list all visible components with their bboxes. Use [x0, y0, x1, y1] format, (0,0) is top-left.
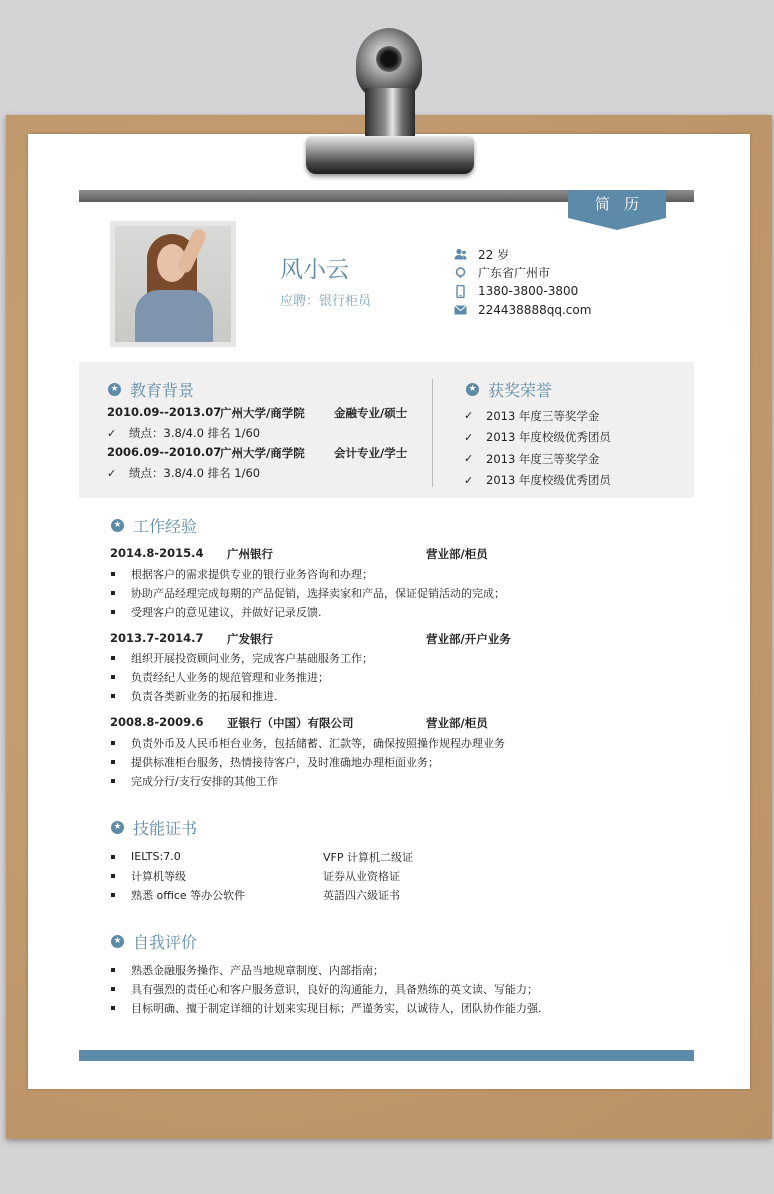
panel-divider: [432, 379, 433, 487]
job-company: 广州银行: [227, 547, 273, 561]
award-item: ✓ 2013 年度三等奖学金: [464, 408, 600, 423]
check-icon: ✓: [464, 452, 474, 466]
job-role: 营业部/柜员: [426, 547, 488, 561]
age-text: 22 岁: [478, 247, 510, 262]
list-item: IELTS:7.0 VFP 计算机二级证: [111, 847, 431, 866]
star-badge-icon: [108, 383, 121, 396]
contact-phone: [454, 282, 591, 301]
user-icon: [454, 248, 468, 260]
contact-age: [454, 245, 591, 264]
job-company: 亚银行（中国）有限公司: [227, 716, 354, 730]
list-item: 负责经纪人业务的规范管理和业务推进；: [111, 667, 373, 686]
check-icon: ✓: [464, 430, 474, 444]
list-item: 协助产品经理完成每期的产品促销，选择卖家和产品，保证促销活动的完成；: [111, 583, 505, 602]
job-role: 营业部/柜员: [426, 716, 488, 730]
star-badge-icon: [111, 821, 124, 834]
education-heading: ★ 教育背景: [108, 378, 194, 401]
phone-text: 1380-3800-3800: [478, 284, 579, 299]
location-pin-icon: [454, 267, 468, 279]
award-item: ✓ 2013 年度校级优秀团员: [464, 430, 611, 445]
location-text: 广东省广州市: [478, 266, 551, 281]
list-item: 目标明确、擅于制定详细的计划来实现目标；严谨务实，以诚待人，团队协作能力强.: [111, 998, 542, 1017]
check-icon: ✓: [464, 409, 474, 423]
binder-clip-icon: [306, 136, 474, 174]
list-item: 负责外币及人民币柜台业务，包括储蓄、汇款等，确保按照操作规程办理业务: [111, 733, 505, 752]
binder-clip-stem: [365, 88, 415, 140]
profile-photo: [110, 221, 236, 347]
job-duties: [111, 733, 505, 790]
list-item: 具有强烈的责任心和客户服务意识，良好的沟通能力，具备熟练的英文读、写能力；: [111, 979, 542, 998]
award-item: ✓ 2013 年度校级优秀团员: [464, 473, 611, 488]
skills-heading: ★ 技能证书: [111, 816, 197, 839]
awards-heading: ★ 获奖荣誉: [466, 378, 552, 401]
star-badge-icon: [466, 383, 479, 396]
job-duties: [111, 564, 505, 621]
phone-icon: [454, 285, 468, 297]
applied-position: 应聘：银行柜员: [280, 294, 372, 309]
star-badge-icon: [111, 519, 124, 532]
list-item: 组织开展投资顾问业务，完成客户基础服务工作；: [111, 648, 373, 667]
candidate-name: 风小云: [280, 257, 349, 283]
check-icon: ✓: [107, 467, 117, 480]
list-item: 计算机等级 证券从业资格证: [111, 866, 431, 885]
self-evaluation-heading: ★ 自我评价: [111, 930, 197, 953]
self-evaluation-list: [111, 960, 542, 1017]
mail-icon: [454, 304, 468, 316]
star-badge-icon: [111, 935, 124, 948]
check-icon: ✓: [107, 427, 117, 440]
email-text: 224438888qq.com: [478, 302, 592, 317]
check-icon: ✓: [464, 473, 474, 487]
contact-location: [454, 264, 591, 283]
list-item: 完成分行/支行安排的其他工作: [111, 771, 505, 790]
job-role: 营业部/开户业务: [426, 632, 511, 646]
awards-list: [464, 405, 611, 491]
resume-tag-tip: [568, 218, 666, 230]
job-company: 广发银行: [227, 632, 273, 646]
list-item: 提供标准柜台服务，热情接待客户，及时准确地办理柜面业务；: [111, 752, 505, 771]
job-duties: [111, 648, 373, 705]
list-item: 熟悉 office 等办公软件 英語四六級证书: [111, 885, 431, 904]
job-period: 2014.8-2015.4: [110, 546, 204, 560]
contact-mail: [454, 301, 591, 320]
work-heading: ★ 工作经验: [111, 514, 197, 537]
job-period: 2008.8-2009.6: [110, 715, 204, 729]
contact-info: [454, 245, 591, 319]
list-item: 受理客户的意见建议，并做好记录反馈.: [111, 602, 505, 621]
list-item: 熟悉金融服务操作、产品当地规章制度、内部指南；: [111, 960, 542, 979]
job-period: 2013.7-2014.7: [110, 631, 204, 645]
list-item: 根据客户的需求提供专业的银行业务咨询和办理；: [111, 564, 505, 583]
resume-tag: 简历: [568, 190, 666, 218]
award-item: ✓ 2013 年度三等奖学金: [464, 451, 600, 466]
list-item: 负责各类新业务的拓展和推进.: [111, 686, 373, 705]
footer-bar: [79, 1050, 694, 1061]
skills-list: [111, 847, 431, 904]
